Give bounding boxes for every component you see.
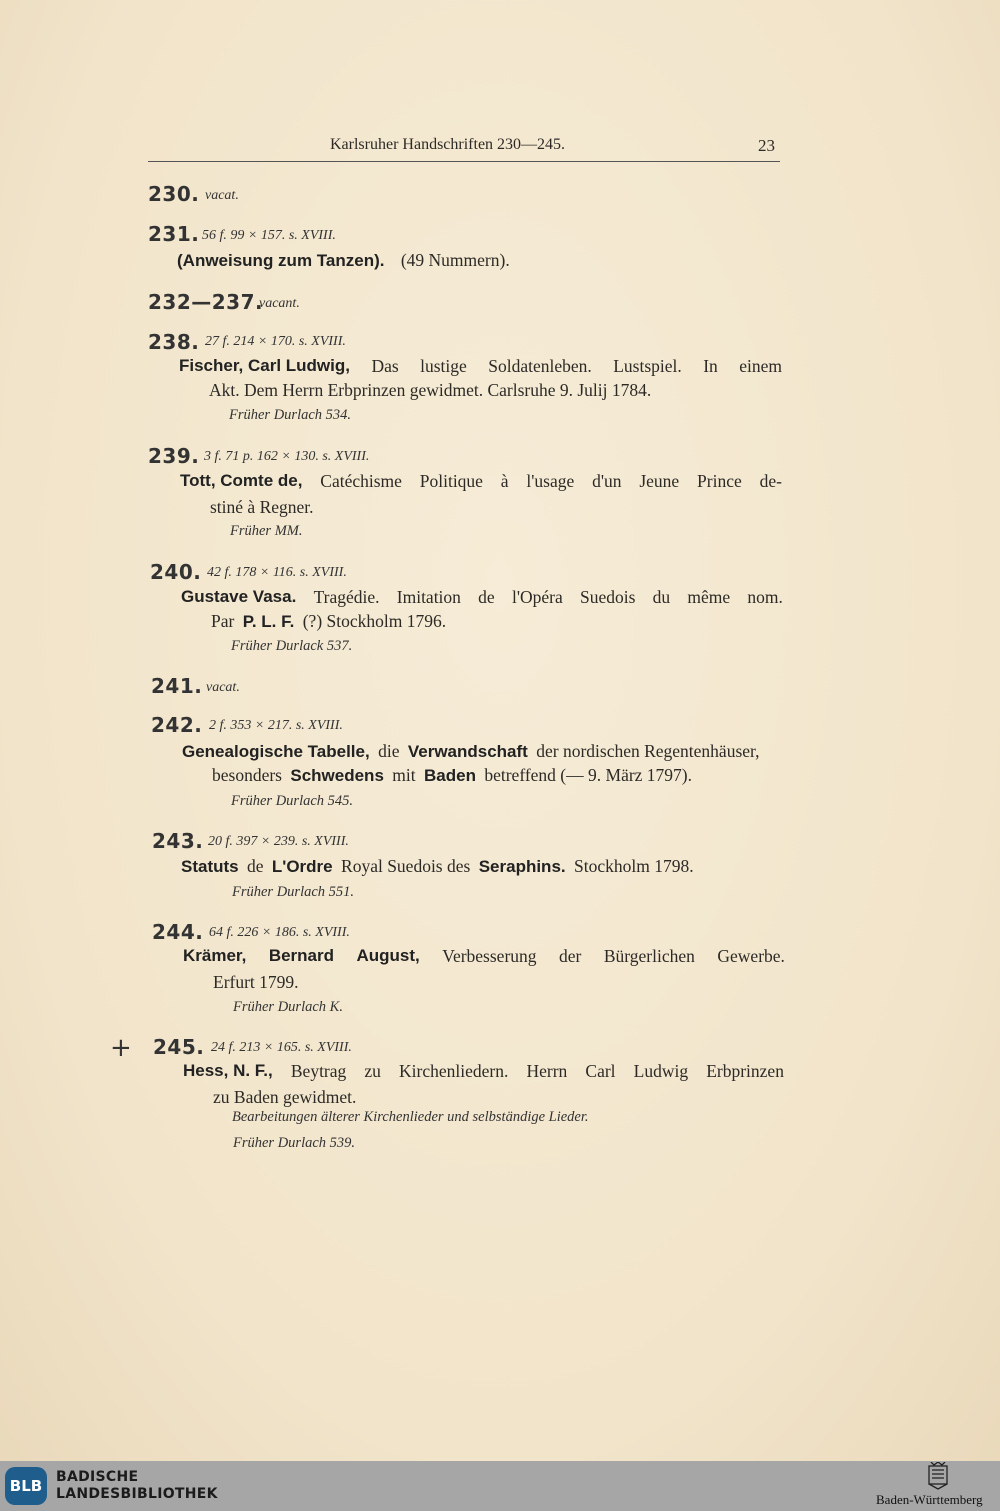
entry-title: Gustave Vasa. [181, 587, 297, 606]
library-name-line-2: LANDESBIBLIOTHEK [56, 1486, 218, 1502]
entry-note: Früher Durlack 537. [231, 638, 353, 654]
entry-meta: 27 f. 214 × 170. s. XVIII. [205, 334, 346, 349]
text: de [247, 856, 264, 876]
entry-number: 242. [151, 713, 203, 737]
entry-note: Bearbeitungen älterer Kirchenlieder und selbständige Lieder. [232, 1109, 589, 1125]
word: Imitation [396, 587, 461, 607]
entry-line-1 [177, 250, 510, 271]
entry-note: Früher Durlach K. [233, 999, 343, 1015]
running-header-title: Karlsruher Handschriften 230—245. [330, 136, 566, 153]
entry-note: Früher Durlach 551. [232, 884, 355, 900]
text: besonders [212, 765, 282, 785]
word: Catéchisme [320, 471, 402, 491]
entry-line-1 [183, 946, 785, 967]
word: Verbesserung [442, 946, 537, 966]
word: Carl [585, 1061, 616, 1081]
word: du [652, 587, 671, 607]
keyword: Verwandschaft [407, 742, 528, 761]
word: de- [759, 471, 782, 491]
margin-plus-mark: + [110, 1033, 132, 1063]
word: à [500, 471, 509, 491]
entry-line-2: zu Baden gewidmet. [213, 1087, 357, 1107]
word: Tragédie. [313, 587, 380, 607]
text: der nordischen Regentenhäuser, [536, 741, 760, 761]
word: Gewerbe. [717, 946, 785, 966]
word: l'Opéra [511, 587, 563, 607]
entry-meta: 56 f. 99 × 157. s. XVIII. [202, 228, 336, 243]
entry-number: 240. [150, 560, 202, 584]
word: Bürgerlichen [603, 946, 695, 966]
entry-author: Hess, N. F., [183, 1061, 273, 1080]
word: einem [739, 356, 782, 376]
word: Erbprinzen [706, 1061, 784, 1081]
entry-line-1 [181, 856, 694, 877]
entry-author: August, [356, 946, 420, 965]
entry-note: Früher Durlach 534. [229, 407, 352, 423]
entry-number: 241. [151, 674, 203, 698]
entry-author: Tott, Comte de, [180, 471, 303, 490]
entry-number: 238. [148, 330, 200, 354]
entry-title: Statuts [181, 857, 239, 876]
word: Kirchenliedern. [399, 1061, 509, 1081]
page-number: 23 [758, 136, 775, 155]
word: l'usage [526, 471, 575, 491]
entry-line-2: Akt. Dem Herrn Erbprinzen gewidmet. Carlsruhe 9. Julij 1784. [209, 380, 652, 400]
word: Ludwig [633, 1061, 689, 1081]
entry-author: Bernard [268, 946, 334, 965]
footer-bar [0, 1461, 1000, 1511]
entry-line-2 [211, 611, 446, 632]
entry-number: 230. [148, 182, 200, 206]
entry-line-2 [212, 765, 692, 786]
text: Par [211, 611, 235, 631]
entry-note: Früher Durlach 539. [233, 1135, 356, 1151]
entry-note: Früher MM. [230, 523, 303, 539]
word: Politique [419, 471, 483, 491]
entry-line-1 [181, 587, 783, 608]
entry-text: (49 Nummern). [400, 250, 510, 270]
entry-number: 244. [152, 920, 204, 944]
entry-meta: 42 f. 178 × 116. s. XVIII. [207, 565, 347, 580]
entry-number: 243. [152, 829, 204, 853]
word: nom. [747, 587, 783, 607]
entry-line-1 [179, 356, 782, 377]
entry-line-2: Erfurt 1799. [213, 972, 299, 992]
entry-meta: vacant. [259, 296, 300, 311]
entry-note: Früher Durlach 545. [231, 793, 354, 809]
word: Beytrag [290, 1061, 347, 1081]
entry-meta: 24 f. 213 × 165. s. XVIII. [211, 1040, 352, 1055]
entry-meta: 2 f. 353 × 217. s. XVIII. [209, 718, 343, 733]
entry-line-1 [180, 471, 782, 492]
entry-meta: 3 f. 71 p. 162 × 130. s. XVIII. [204, 449, 370, 464]
word: zu [364, 1061, 381, 1081]
entry-number: 245. [153, 1035, 205, 1059]
entry-meta: 20 f. 397 × 239. s. XVIII. [208, 834, 349, 849]
entry-line-2: stiné à Regner. [210, 497, 314, 517]
word: Lustspiel. [613, 356, 682, 376]
entry-number: 239. [148, 444, 200, 468]
state-name[interactable]: Baden-Württemberg [876, 1492, 983, 1507]
word: der [559, 946, 582, 966]
word: Das [371, 356, 399, 376]
header-rule [148, 161, 780, 162]
word: Herrn [526, 1061, 568, 1081]
text: die [378, 741, 400, 761]
word: d'un [592, 471, 622, 491]
coat-of-arms-icon [927, 1462, 949, 1490]
word: lustige [420, 356, 467, 376]
entry-number: 231. [148, 222, 200, 246]
word: Suedois [579, 587, 636, 607]
word: Prince [697, 471, 742, 491]
entry-author: Krämer, [183, 946, 247, 965]
entry-line-1 [182, 741, 760, 762]
blb-logo[interactable]: BLB [5, 1467, 47, 1505]
entry-title: (Anweisung zum Tanzen). [177, 251, 385, 270]
text: (?) Stockholm 1796. [302, 611, 447, 631]
library-name[interactable] [56, 1469, 218, 1503]
text: mit [392, 765, 416, 785]
entry-author: Fischer, Carl Ludwig, [179, 356, 350, 375]
entry-line-1 [183, 1061, 784, 1082]
word: Soldatenleben. [488, 356, 592, 376]
entry-title: Genealogische Tabelle, [182, 742, 370, 761]
word: de [478, 587, 495, 607]
entry-meta: 64 f. 226 × 186. s. XVIII. [209, 925, 350, 940]
entry-meta: vacat. [205, 188, 239, 203]
word: In [703, 356, 718, 376]
keyword: Schwedens [290, 766, 384, 785]
word: Jeune [639, 471, 680, 491]
keyword: Baden [424, 766, 476, 785]
keyword: L'Ordre [271, 857, 333, 876]
text: Royal Suedois des [341, 856, 471, 876]
library-name-line-1: BADISCHE [56, 1469, 139, 1485]
text: betreffend (— 9. März 1797). [484, 765, 693, 785]
text: Stockholm 1798. [574, 856, 694, 876]
word: même [687, 587, 731, 607]
entry-meta: vacat. [206, 680, 240, 695]
entry-number: 232—237. [148, 290, 264, 314]
entry-author-initials: P. L. F. [242, 612, 295, 631]
keyword: Seraphins. [478, 857, 566, 876]
